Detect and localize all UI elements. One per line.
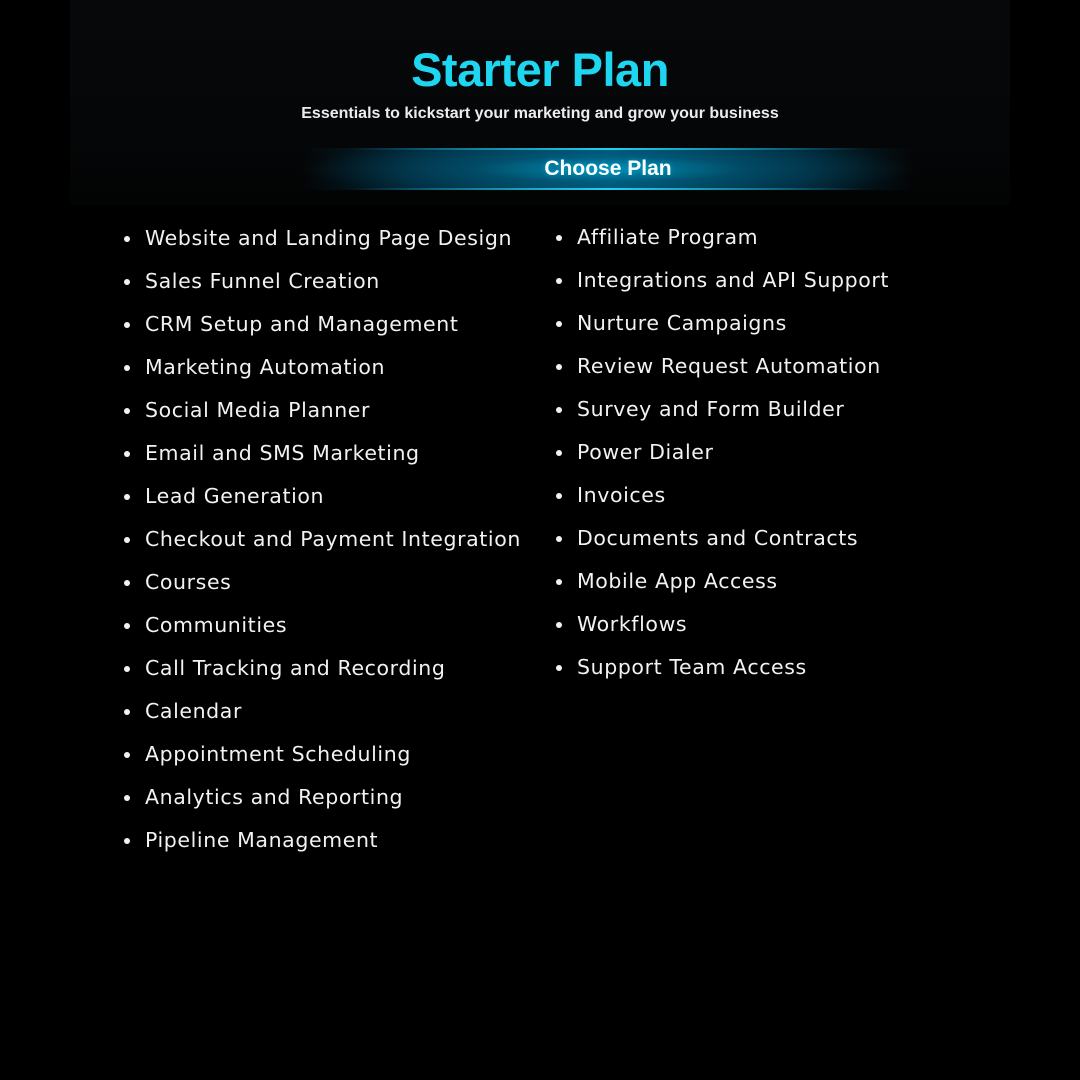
feature-label: Mobile App Access <box>577 569 778 593</box>
feature-label: Marketing Automation <box>145 355 386 379</box>
bullet-icon <box>124 795 130 801</box>
feature-label: CRM Setup and Management <box>145 312 459 336</box>
feature-item <box>120 303 540 346</box>
feature-label: Communities <box>145 613 288 637</box>
feature-item <box>552 345 972 388</box>
feature-list-left <box>120 217 540 862</box>
feature-item <box>552 474 972 517</box>
feature-label: Pipeline Management <box>145 828 379 852</box>
bullet-icon <box>556 364 562 370</box>
plan-subtitle: Essentials to kickstart your marketing and grow your business <box>301 105 779 122</box>
choose-plan-button[interactable] <box>302 148 914 190</box>
bullet-icon <box>124 494 130 500</box>
feature-item <box>120 690 540 733</box>
feature-item <box>120 561 540 604</box>
feature-label: Lead Generation <box>145 484 325 508</box>
bullet-icon <box>124 451 130 457</box>
bullet-icon <box>124 322 130 328</box>
bullet-icon <box>124 236 130 242</box>
feature-item <box>552 216 972 259</box>
feature-label: Sales Funnel Creation <box>145 269 380 293</box>
feature-item <box>552 388 972 431</box>
feature-item <box>552 302 972 345</box>
feature-label: Call Tracking and Recording <box>145 656 446 680</box>
feature-label: Calendar <box>145 699 242 723</box>
feature-label: Survey and Form Builder <box>577 397 845 421</box>
choose-plan-label: Choose Plan <box>544 157 672 180</box>
feature-label: Documents and Contracts <box>577 526 859 550</box>
bullet-icon <box>124 365 130 371</box>
feature-label: Social Media Planner <box>145 398 371 422</box>
bullet-icon <box>556 665 562 671</box>
feature-item <box>552 646 972 689</box>
feature-item <box>552 259 972 302</box>
feature-label: Analytics and Reporting <box>145 785 404 809</box>
feature-label: Appointment Scheduling <box>145 742 411 766</box>
feature-label: Invoices <box>577 483 666 507</box>
feature-item <box>120 647 540 690</box>
bullet-icon <box>556 278 562 284</box>
plan-header <box>70 0 1010 205</box>
feature-item <box>120 432 540 475</box>
feature-label: Courses <box>145 570 232 594</box>
feature-item <box>120 260 540 303</box>
feature-item <box>120 604 540 647</box>
feature-item <box>120 819 540 862</box>
feature-label: Nurture Campaigns <box>577 311 787 335</box>
feature-label: Review Request Automation <box>577 354 881 378</box>
bullet-icon <box>124 279 130 285</box>
feature-label: Checkout and Payment Integration <box>145 527 521 551</box>
feature-item <box>552 517 972 560</box>
feature-item <box>552 603 972 646</box>
feature-item <box>120 733 540 776</box>
feature-item <box>120 346 540 389</box>
bullet-icon <box>124 838 130 844</box>
bullet-icon <box>124 580 130 586</box>
feature-item <box>120 518 540 561</box>
feature-list-right <box>552 216 972 689</box>
bullet-icon <box>556 493 562 499</box>
bullet-icon <box>124 752 130 758</box>
bullet-icon <box>556 407 562 413</box>
bullet-icon <box>556 536 562 542</box>
feature-item <box>120 776 540 819</box>
feature-label: Support Team Access <box>577 655 807 679</box>
feature-label: Email and SMS Marketing <box>145 441 420 465</box>
bullet-icon <box>556 321 562 327</box>
bullet-icon <box>124 666 130 672</box>
feature-item <box>552 431 972 474</box>
feature-label: Affiliate Program <box>577 225 759 249</box>
feature-item <box>120 389 540 432</box>
feature-item <box>120 475 540 518</box>
feature-label: Website and Landing Page Design <box>145 226 513 250</box>
feature-item <box>552 560 972 603</box>
bullet-icon <box>124 623 130 629</box>
bullet-icon <box>124 537 130 543</box>
bullet-icon <box>556 235 562 241</box>
bullet-icon <box>124 709 130 715</box>
feature-label: Integrations and API Support <box>577 268 890 292</box>
bullet-icon <box>556 622 562 628</box>
feature-label: Workflows <box>577 612 688 636</box>
bullet-icon <box>556 579 562 585</box>
feature-label: Power Dialer <box>577 440 714 464</box>
plan-title: Starter Plan <box>411 43 669 96</box>
feature-item <box>120 217 540 260</box>
bullet-icon <box>556 450 562 456</box>
bullet-icon <box>124 408 130 414</box>
